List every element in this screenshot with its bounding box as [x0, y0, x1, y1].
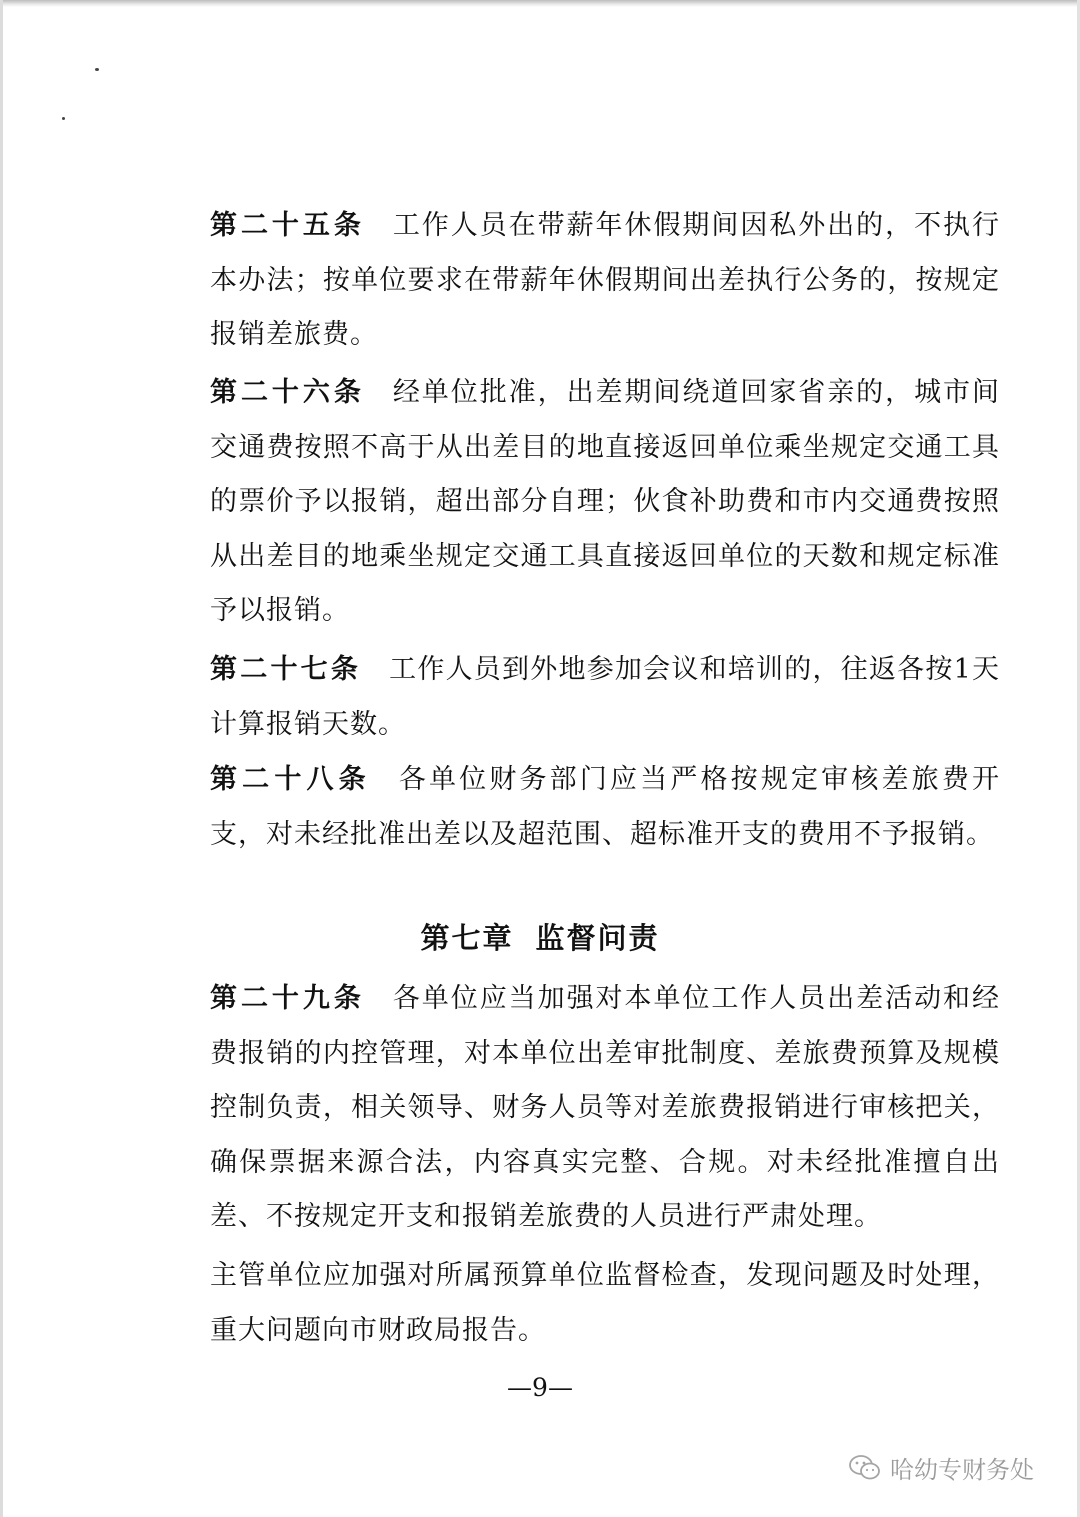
article-text: 各单位财务部门应当严格按规定审核差旅费开支，对未经批准出差以及超范围、超标准开支的费用不予报销。: [210, 764, 1001, 850]
scan-top-edge: [0, 0, 1080, 7]
article-28: [152, 753, 1000, 862]
article-number: 第二十六条: [210, 377, 365, 408]
article-25: [152, 199, 1000, 363]
watermark: [848, 1450, 1034, 1485]
article-number: 第二十七条: [210, 654, 362, 685]
watermark-text: 哈幼专财务处: [890, 1456, 1034, 1484]
chapter-title: 监督问责: [535, 921, 660, 955]
article-26: [152, 366, 1000, 639]
article-text: 各单位应当加强对本单位工作人员出差活动和经费报销的内控管理，对本单位出差审批制度、差旅费预算及规模控制负责，相关领导、财务人员等对差旅费报销进行审核把关，确保票据来源合法，内容真实完整、合规。对未经批准擅自出差、不按规定开支和报销差旅费的人员进行严肃处理。: [210, 983, 1001, 1232]
article-text: 工作人员到外地参加会议和培训的，往返各按1天计算报销天数。: [210, 654, 1000, 740]
page-number: —9—: [507, 1373, 573, 1402]
chapter-number: 第七章: [420, 921, 514, 955]
article-text: 经单位批准，出差期间绕道回家省亲的，城市间交通费按照不高于从出差目的地直接返回单位乘坐规定交通工具的票价予以报销，超出部分自理；伙食补助费和市内交通费按照从出差目的地乘坐规定交通工具直接返回单位的天数和规定标准予以报销。: [210, 377, 1001, 626]
scan-speck: [62, 117, 65, 120]
article-29: [152, 972, 1000, 1245]
chapter-heading: [0, 916, 1080, 957]
paragraph-text: 主管单位应加强对所属预算单位监督检查，发现问题及时处理，重大问题向市财政局报告。: [210, 1260, 1000, 1346]
wechat-icon: [848, 1454, 882, 1482]
scan-left-edge: [0, 0, 3, 1517]
article-number: 第二十九条: [210, 983, 365, 1014]
article-number: 第二十五条: [210, 210, 365, 241]
article-number: 第二十八条: [210, 764, 371, 795]
article-text: 工作人员在带薪年休假期间因私外出的，不执行本办法；按单位要求在带薪年休假期间出差执行公务的，按规定报销差旅费。: [210, 210, 1001, 350]
article-27: [152, 643, 1000, 752]
supervision-paragraph: [152, 1249, 1000, 1358]
scan-speck: [95, 68, 99, 71]
